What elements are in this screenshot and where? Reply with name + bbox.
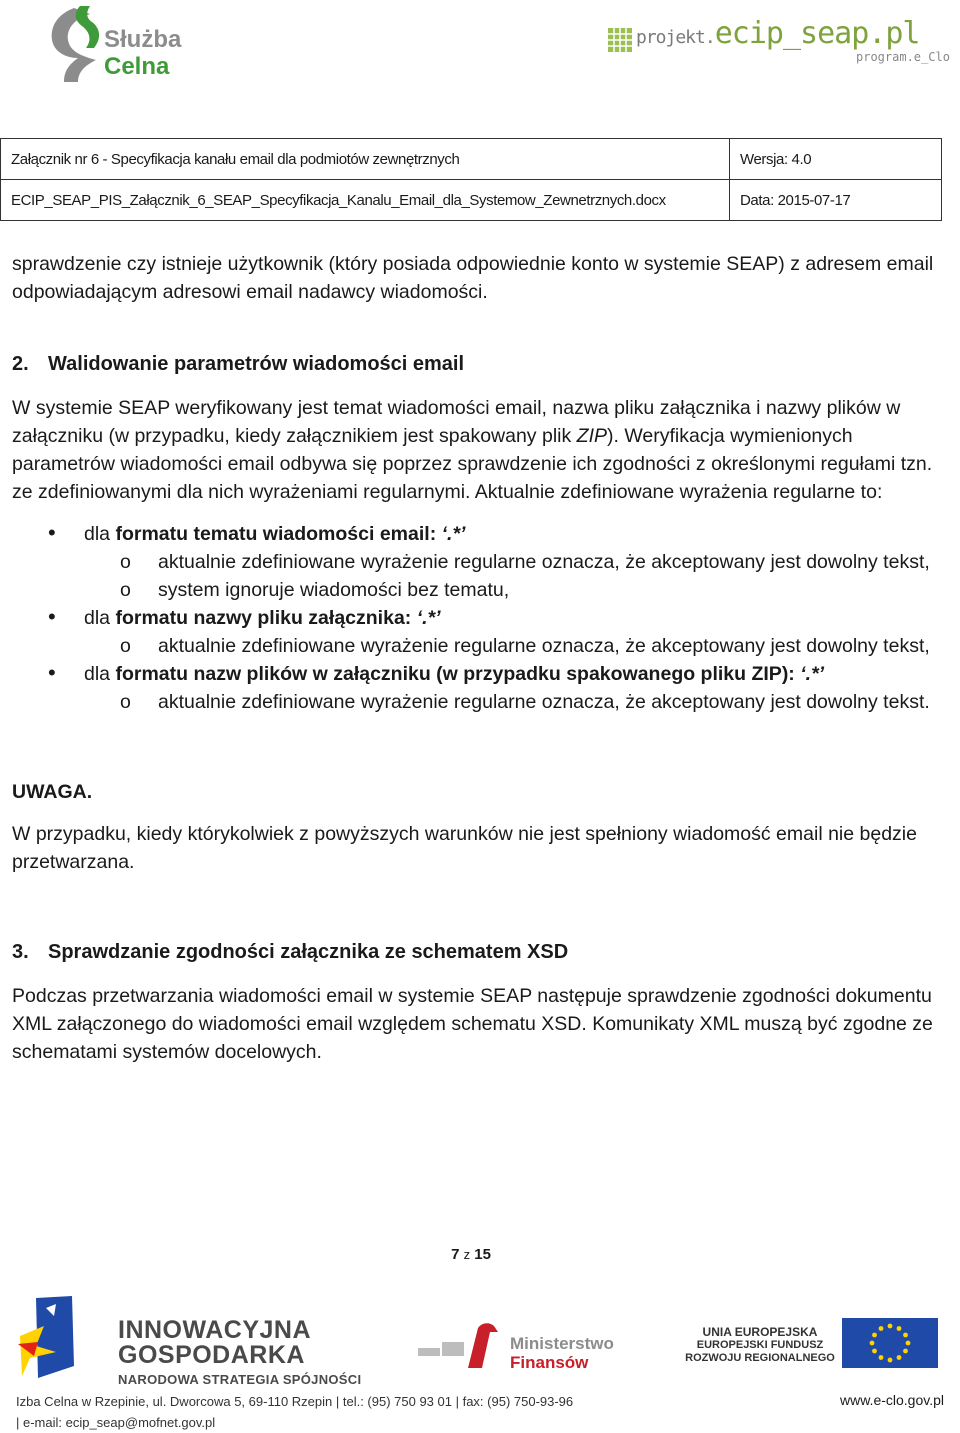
- ecip-main-text: ecip_seap.pl: [714, 16, 920, 51]
- bullet-prefix: dla: [84, 607, 116, 629]
- intro-paragraph: sprawdzenie czy istnieje użytkownik (który posiada odpowiednie konto w systemie SEAP) z adresem email odpowiadającym adresowi email nadawcy wiadomości.: [12, 253, 934, 303]
- sub-list-item: o aktualnie zdefiniowane wyrażenie regularne oznacza, że akceptowany jest dowolny tekst,: [12, 548, 937, 576]
- ecip-seap-logo: [636, 16, 950, 64]
- bullet-regex: ‘.*’: [411, 607, 441, 629]
- bullet-prefix: dla: [84, 523, 116, 545]
- page-total: 15: [474, 1246, 491, 1263]
- date-cell: Data: 2015-07-17: [730, 180, 942, 221]
- innowacyjna-gospodarka-text: [118, 1318, 361, 1387]
- sub-list: [84, 688, 937, 716]
- bullet-label: formatu nazwy pliku załącznika:: [115, 607, 412, 629]
- section-3-title: Sprawdzanie zgodności załącznika ze schematem XSD: [48, 941, 569, 963]
- section-2-number: 2.: [12, 353, 29, 375]
- sluzba-celna-line1: Służba: [104, 26, 182, 53]
- innowacyjna-gospodarka-logo-icon: [16, 1296, 76, 1378]
- document-body: [12, 250, 937, 1066]
- ue-line-2: EUROPEJSKI FUNDUSZ: [696, 1339, 824, 1351]
- ig-line-3: NARODOWA STRATEGIA SPÓJNOŚCI: [118, 1372, 362, 1387]
- section-2-text-a: W systemie SEAP weryfikowany jest temat wiadomości email, nazwa pliku załącznika i nazwy plików w załączniku (w przypadku, kiedy załącznikiem jest spakowany plik: [12, 397, 901, 447]
- mf-line-2: Finansów: [510, 1353, 589, 1372]
- footer-address: Izba Celna w Rzepinie, ul. Dworcowa 5, 69-110 Rzepin | tel.: (95) 750 93 01 | fax: (95) 750-93-96: [16, 1394, 574, 1409]
- section-3-heading: [12, 938, 937, 966]
- ecip-prefix: projekt.: [636, 27, 715, 48]
- section-3-paragraph: Podczas przetwarzania wiadomości email w systemie SEAP następuje sprawdzenie zgodności dokumentu XML załączonego do wiadomości email względem schematu XSD. Komunikaty XML muszą być zgodne ze schematami systemów docelowych.: [12, 985, 933, 1063]
- header-row-1: [1, 139, 942, 180]
- page-separator: z: [463, 1247, 471, 1262]
- ministerstwo-finansow-logo-icon: [418, 1320, 508, 1370]
- footer-website-link[interactable]: www.e-clo.gov.pl: [840, 1392, 945, 1408]
- sluzba-celna-line2: Celna: [104, 53, 170, 80]
- ue-line-1: UNIA EUROPEJSKA: [702, 1325, 818, 1339]
- warning-text: W przypadku, kiedy którykolwiek z powyższych warunków nie jest spełniony wiadomość email nie będzie przetwarzana.: [12, 823, 917, 873]
- header-row-2: [1, 180, 942, 221]
- sub-list: [84, 632, 937, 660]
- ig-line-1: INNOWACYJNA: [118, 1316, 312, 1344]
- footer-email[interactable]: | e-mail: ecip_seap@mofnet.gov.pl: [16, 1415, 216, 1430]
- list-item: [12, 520, 937, 604]
- ministerstwo-finansow-text: [510, 1334, 614, 1372]
- eu-fund-text: [682, 1326, 838, 1365]
- document-header-table: [0, 138, 942, 221]
- regex-list: [12, 520, 937, 716]
- sub-list-item: o aktualnie zdefiniowane wyrażenie regularne oznacza, że akceptowany jest dowolny tekst,: [12, 632, 937, 660]
- page-number: [0, 1246, 942, 1263]
- ue-line-3: ROZWOJU REGIONALNEGO: [685, 1352, 835, 1364]
- sub-list-item: o system ignoruje wiadomości bez tematu,: [12, 576, 937, 604]
- bullet-regex: ‘.*’: [436, 523, 466, 545]
- warning-title: UWAGA.: [12, 781, 93, 803]
- bullet-regex: ‘.*’: [794, 663, 825, 685]
- eu-flag-icon: [842, 1318, 938, 1368]
- sluzba-celna-name: [104, 26, 181, 80]
- version-cell: Wersja: 4.0: [730, 139, 942, 180]
- zip-term: ZIP: [576, 425, 607, 447]
- page-current: 7: [451, 1246, 460, 1263]
- list-item: [12, 604, 937, 660]
- bullet-label: formatu nazw plików w załączniku (w przypadku spakowanego pliku ZIP):: [115, 663, 795, 685]
- mf-line-1: Ministerstwo: [510, 1334, 614, 1353]
- section-3-number: 3.: [12, 941, 29, 963]
- ecip-grid-icon: [608, 28, 632, 52]
- section-2-text-b: ). Weryfikacja wymienionych parametrów wiadomości email odbywa się poprzez sprawdzenie ich zgodności z określonymi regułami tzn. ze zdefiniowanymi dla nich wyrażeniami regularnymi. Aktualnie zdefiniowane wyrażenia regularne to:: [12, 425, 933, 503]
- document-filename-cell: ECIP_SEAP_PIS_Załącznik_6_SEAP_Specyfikacja_Kanalu_Email_dla_Systemow_Zewnetrznych.docx: [1, 180, 730, 221]
- section-2-heading: [12, 350, 937, 378]
- ecip-sub-text: program.e_Clo: [856, 50, 950, 64]
- document-title-cell: Załącznik nr 6 - Specyfikacja kanału email dla podmiotów zewnętrznych: [1, 139, 730, 180]
- bullet-prefix: dla: [84, 663, 116, 685]
- section-2-paragraph: [12, 394, 937, 506]
- ig-line-2: GOSPODARKA: [118, 1341, 305, 1369]
- list-item: [12, 660, 937, 716]
- sub-list: [84, 548, 937, 604]
- sub-list-item: o aktualnie zdefiniowane wyrażenie regularne oznacza, że akceptowany jest dowolny tekst.: [12, 688, 937, 716]
- section-2-title: Walidowanie parametrów wiadomości email: [48, 353, 465, 375]
- bullet-label: formatu tematu wiadomości email:: [115, 523, 437, 545]
